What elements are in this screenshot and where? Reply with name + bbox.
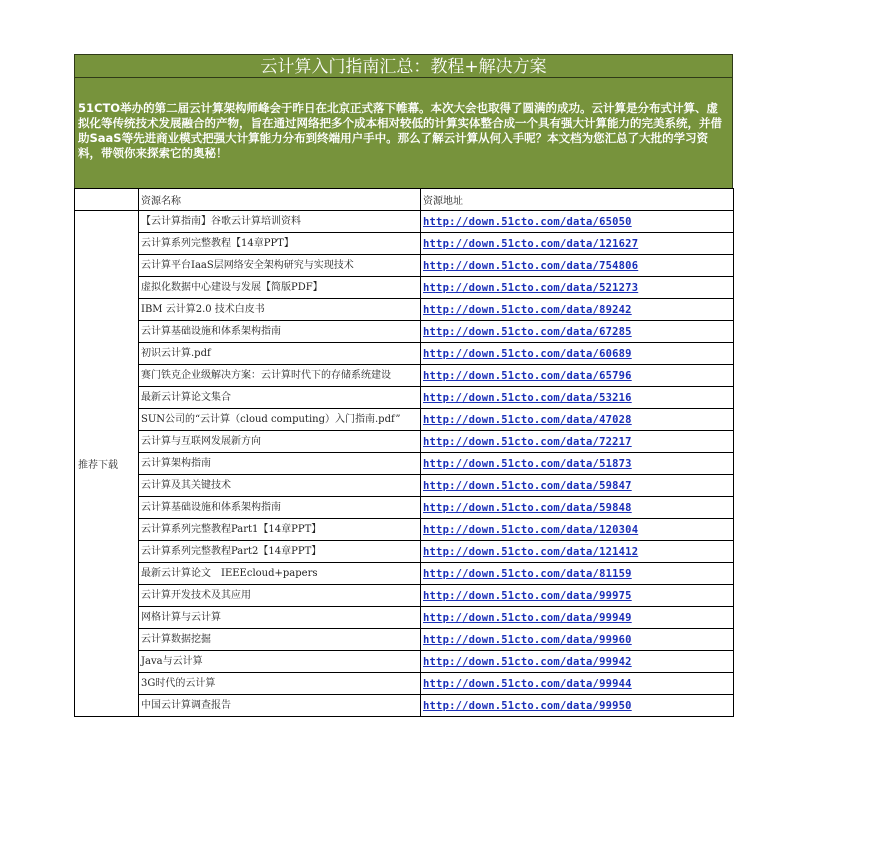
resource-url-cell [421, 629, 734, 651]
resource-name: IBM 云计算2.0 技术白皮书 [139, 299, 421, 321]
table-row [75, 519, 734, 541]
resource-name: 最新云计算论文集合 [139, 387, 421, 409]
resource-name: 云计算系列完整教程【14章PPT】 [139, 233, 421, 255]
resource-link[interactable]: http://down.51cto.com/data/72217 [423, 435, 632, 448]
resource-name: 云计算平台IaaS层网络安全架构研究与实现技术 [139, 255, 421, 277]
spreadsheet [74, 54, 733, 717]
resource-link[interactable]: http://down.51cto.com/data/120304 [423, 523, 639, 536]
resource-url-cell [421, 475, 734, 497]
resource-url-cell [421, 409, 734, 431]
resource-link[interactable]: http://down.51cto.com/data/65050 [423, 215, 632, 228]
header-empty-cell [75, 189, 139, 211]
resource-url-cell [421, 343, 734, 365]
resource-name: 云计算系列完整教程Part2【14章PPT】 [139, 541, 421, 563]
resource-link[interactable]: http://down.51cto.com/data/99949 [423, 611, 632, 624]
resource-url-cell [421, 585, 734, 607]
resource-table [74, 188, 734, 717]
resource-url-cell [421, 255, 734, 277]
resource-link[interactable]: http://down.51cto.com/data/89242 [423, 303, 632, 316]
resource-link[interactable]: http://down.51cto.com/data/521273 [423, 281, 639, 294]
resource-link[interactable]: http://down.51cto.com/data/53216 [423, 391, 632, 404]
resource-name: 云计算架构指南 [139, 453, 421, 475]
resource-url-cell [421, 541, 734, 563]
resource-url-cell [421, 387, 734, 409]
resource-link[interactable]: http://down.51cto.com/data/99942 [423, 655, 632, 668]
resource-name: 【云计算指南】谷歌云计算培训资料 [139, 211, 421, 233]
category-cell: 推荐下载 [75, 211, 139, 717]
resource-url-cell [421, 233, 734, 255]
resource-link[interactable]: http://down.51cto.com/data/81159 [423, 567, 632, 580]
resource-link[interactable]: http://down.51cto.com/data/47028 [423, 413, 632, 426]
table-row [75, 365, 734, 387]
resource-link[interactable]: http://down.51cto.com/data/99950 [423, 699, 632, 712]
table-row [75, 497, 734, 519]
table-row [75, 475, 734, 497]
resource-url-cell [421, 695, 734, 717]
resource-name: 云计算及其关键技术 [139, 475, 421, 497]
resource-url-cell [421, 497, 734, 519]
table-row [75, 431, 734, 453]
table-row [75, 629, 734, 651]
resource-name: Java与云计算 [139, 651, 421, 673]
resource-url-cell [421, 321, 734, 343]
table-header-row [75, 189, 734, 211]
table-row [75, 541, 734, 563]
resource-link[interactable]: http://down.51cto.com/data/65796 [423, 369, 632, 382]
resource-url-cell [421, 453, 734, 475]
resource-name: 赛门铁克企业级解决方案：云计算时代下的存储系统建设 [139, 365, 421, 387]
table-row [75, 277, 734, 299]
table-row [75, 211, 734, 233]
table-row [75, 563, 734, 585]
table-row [75, 343, 734, 365]
resource-name: 最新云计算论文 IEEEcloud+papers [139, 563, 421, 585]
table-row [75, 255, 734, 277]
table-row [75, 651, 734, 673]
table-row [75, 453, 734, 475]
resource-name: 云计算基础设施和体系架构指南 [139, 497, 421, 519]
table-row [75, 321, 734, 343]
resource-link[interactable]: http://down.51cto.com/data/99944 [423, 677, 632, 690]
resource-link[interactable]: http://down.51cto.com/data/60689 [423, 347, 632, 360]
resource-name: SUN公司的“云计算（cloud computing）入门指南.pdf” [139, 409, 421, 431]
resource-name: 云计算开发技术及其应用 [139, 585, 421, 607]
header-name: 资源名称 [139, 189, 421, 211]
resource-link[interactable]: http://down.51cto.com/data/754806 [423, 259, 639, 272]
resource-link[interactable]: http://down.51cto.com/data/59847 [423, 479, 632, 492]
resource-link[interactable]: http://down.51cto.com/data/51873 [423, 457, 632, 470]
resource-name: 中国云计算调查报告 [139, 695, 421, 717]
resource-url-cell [421, 431, 734, 453]
resource-link[interactable]: http://down.51cto.com/data/59848 [423, 501, 632, 514]
table-row [75, 409, 734, 431]
table-row [75, 695, 734, 717]
resource-url-cell [421, 211, 734, 233]
resource-name: 初识云计算.pdf [139, 343, 421, 365]
resource-url-cell [421, 673, 734, 695]
resource-name: 云计算数据挖掘 [139, 629, 421, 651]
resource-name: 网格计算与云计算 [139, 607, 421, 629]
resource-link[interactable]: http://down.51cto.com/data/67285 [423, 325, 632, 338]
resource-url-cell [421, 365, 734, 387]
intro-text: 51CTO举办的第二届云计算架构师峰会于昨日在北京正式落下帷幕。本次大会也取得了圆满的成功。云计算是分布式计算、虚拟化等传统技术发展融合的产物，旨在通过网络把多个成本相对较低的计算实体整合成一个具有强大计算能力的完美系统，并借助SaaS等先进商业模式把强大计算能力分布到终端用户手中。那么了解云计算从何入手呢？本文档为您汇总了大批的学习资料，带领你来探索它的奥秘！ [74, 78, 733, 188]
resource-link[interactable]: http://down.51cto.com/data/121627 [423, 237, 639, 250]
resource-name: 虚拟化数据中心建设与发展【简版PDF】 [139, 277, 421, 299]
resource-url-cell [421, 563, 734, 585]
resource-url-cell [421, 277, 734, 299]
resource-name: 云计算与互联网发展新方向 [139, 431, 421, 453]
resource-name: 云计算系列完整教程Part1【14章PPT】 [139, 519, 421, 541]
header-url: 资源地址 [421, 189, 734, 211]
table-row [75, 299, 734, 321]
resource-link[interactable]: http://down.51cto.com/data/99975 [423, 589, 632, 602]
resource-url-cell [421, 519, 734, 541]
table-row [75, 387, 734, 409]
resource-table-body [75, 189, 734, 717]
resource-url-cell [421, 299, 734, 321]
resource-url-cell [421, 607, 734, 629]
page-title: 云计算入门指南汇总：教程+解决方案 [74, 54, 733, 78]
resource-url-cell [421, 651, 734, 673]
resource-link[interactable]: http://down.51cto.com/data/99960 [423, 633, 632, 646]
resource-name: 云计算基础设施和体系架构指南 [139, 321, 421, 343]
table-row [75, 585, 734, 607]
table-row [75, 607, 734, 629]
resource-link[interactable]: http://down.51cto.com/data/121412 [423, 545, 639, 558]
resource-name: 3G时代的云计算 [139, 673, 421, 695]
table-row [75, 673, 734, 695]
table-row [75, 233, 734, 255]
